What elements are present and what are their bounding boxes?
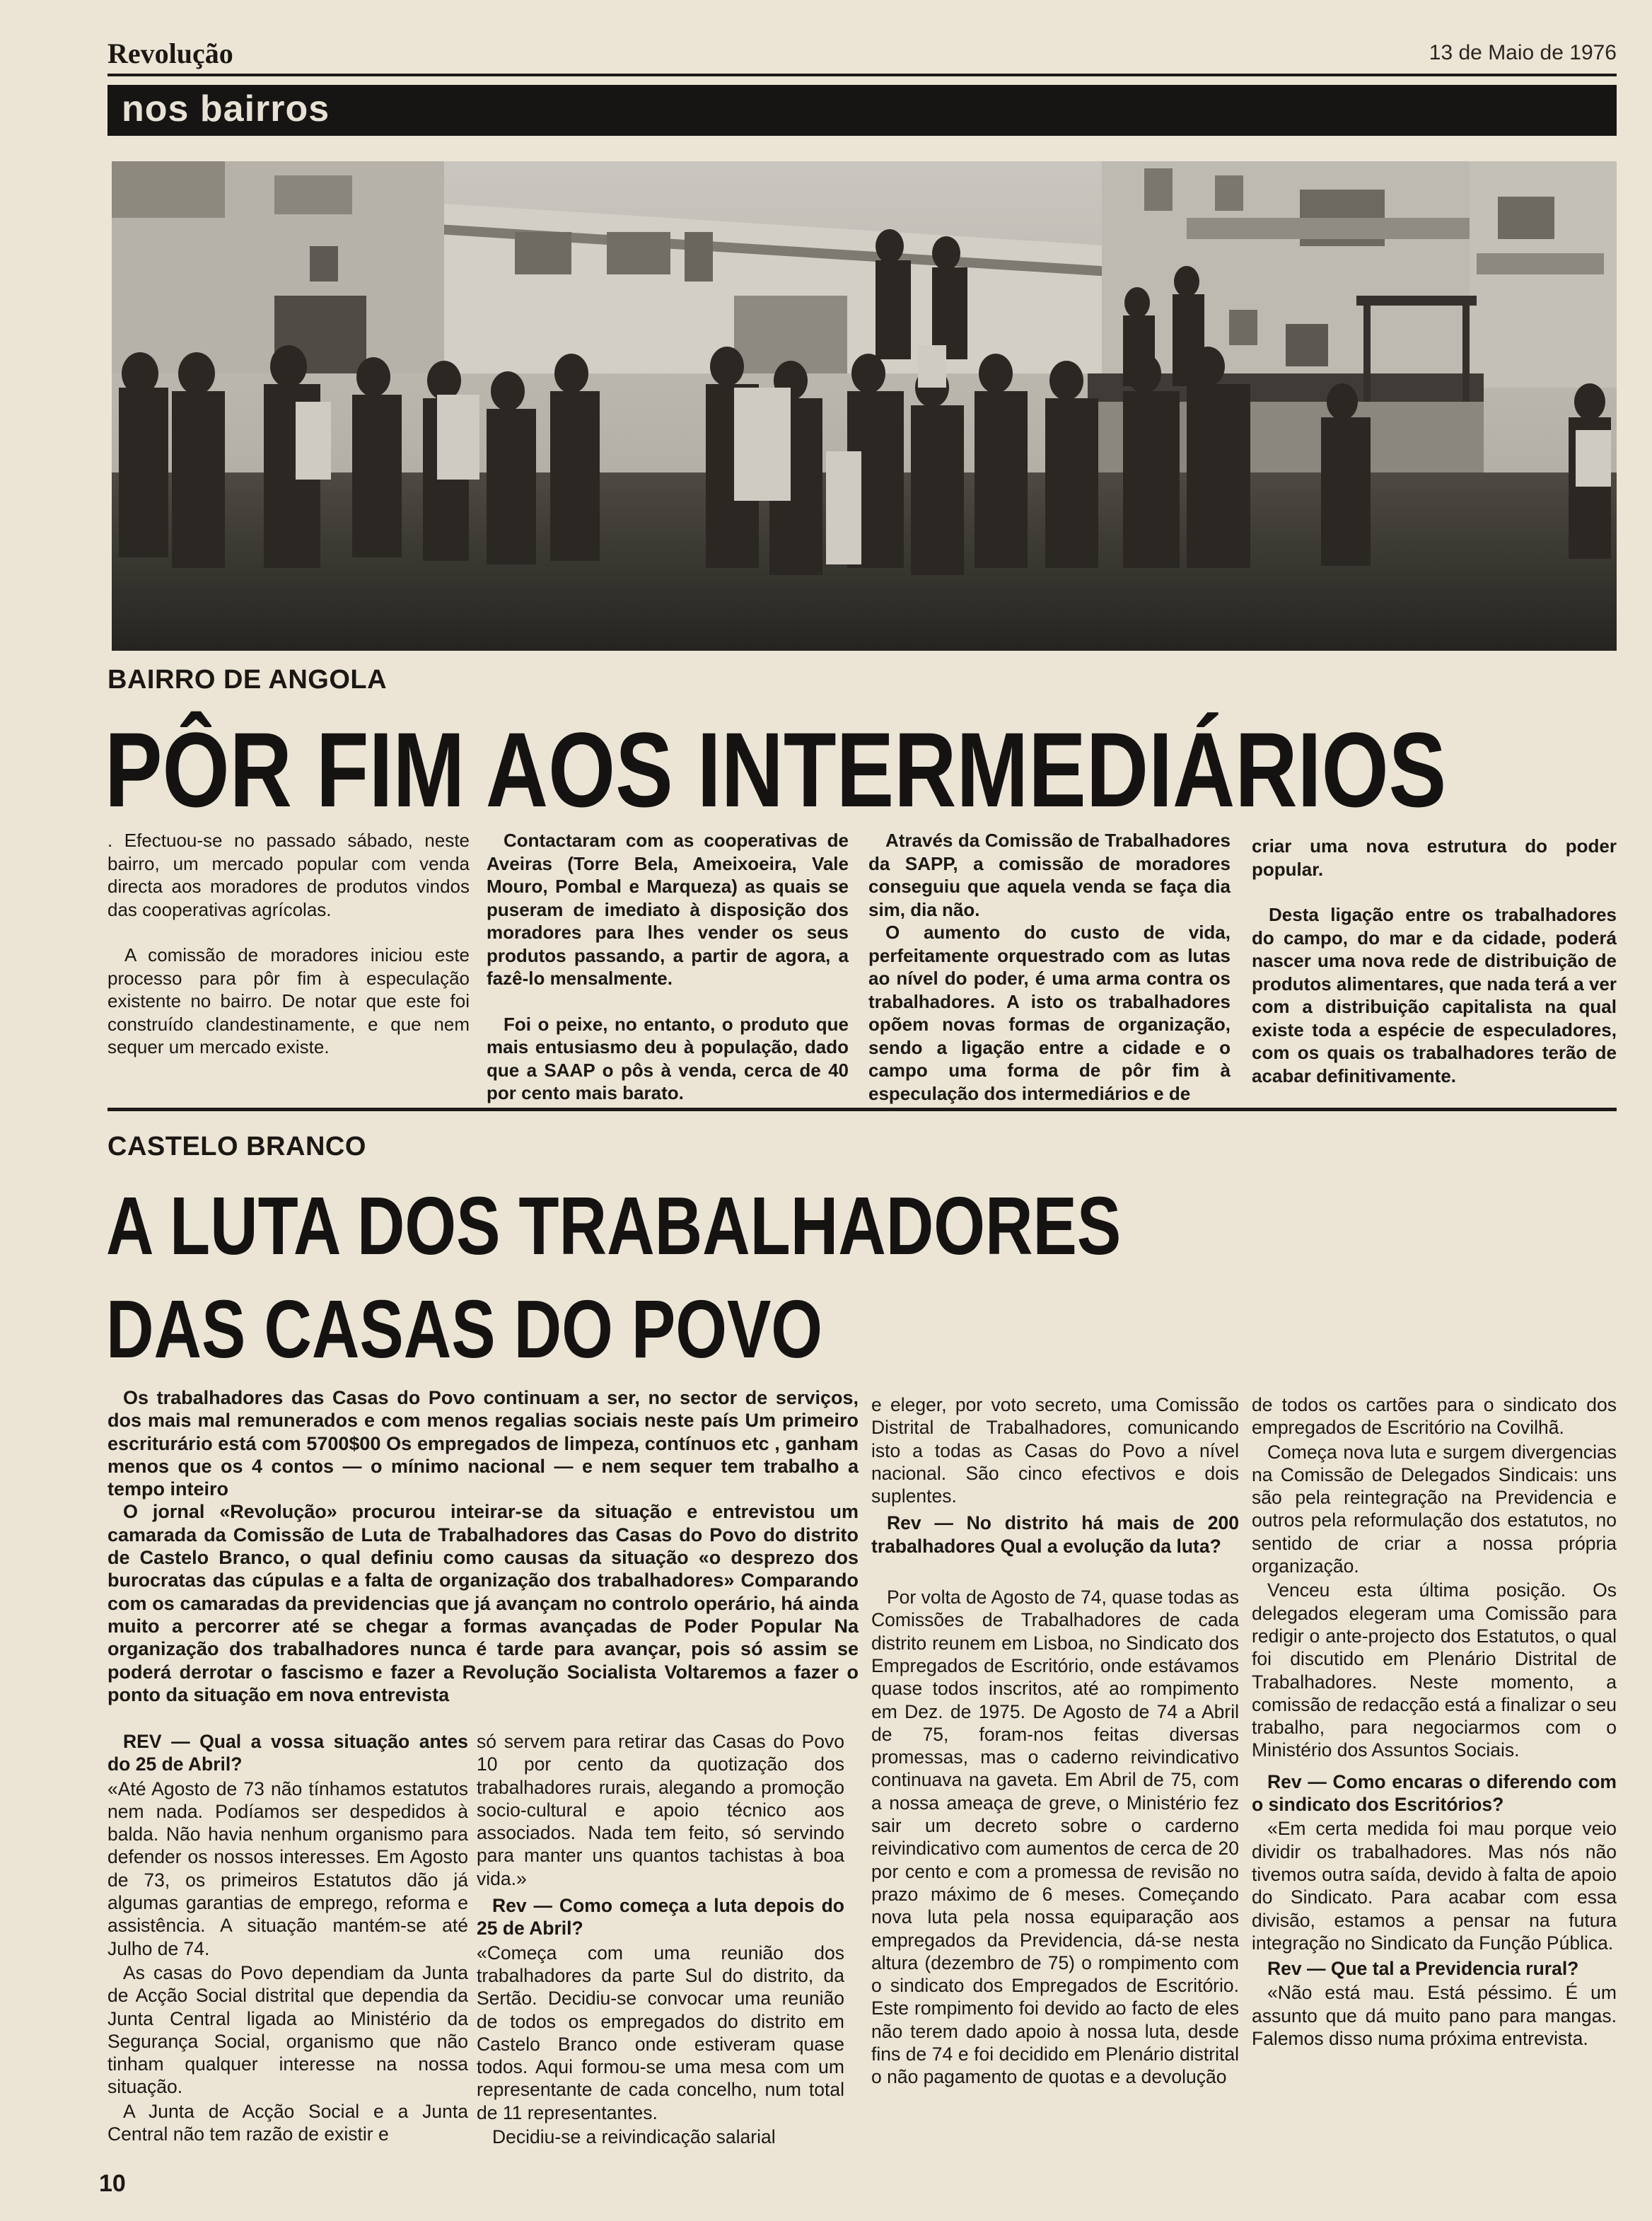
story2-column-2 bbox=[477, 1730, 844, 2150]
story2-colD-p4: «Em certa medida foi mau porque veio dividir os trabalhadores. Mas nós não tivemos outra saída, devido à falta de apoio do Sindicato. Para acabar com essa divisão, estamos a pensar na futura integração no Sindicato da Função Pública. bbox=[1252, 1818, 1617, 1954]
story2-colD-question-2: Rev — Que tal a Previdencia rural? bbox=[1267, 1958, 1579, 1980]
story2-colB-p2: «Começa com uma reunião dos trabalhadores da parte Sul do distrito, da Sertão. Decidiu-se convocar uma reunião de todos os empregados do distrito em Castelo Branco onde estiveram quase todos. Aqui formou-se uma mesa com um representante de cada concelho, num total de 11 representantes. bbox=[477, 1942, 844, 2123]
story2-colC-p1: e eleger, por voto secreto, uma Comissão Distrital de Trabalhadores, comunicando isto a todas as Casas do Povo a nível nacional. São cinco efectivos e dois suplentes. bbox=[871, 1394, 1239, 1507]
story1-col4-p2: Desta ligação entre os trabalhadores do campo, do mar e da cidade, poderá nascer uma nova rede de distribuição de produtos alimentares, que nada terá a ver com a distribuição capitalista na qual existe toda a espécie de especuladores, com os quais os trabalhadores terão de acabar definitivamente. bbox=[1252, 904, 1617, 1086]
story1-col2-p2: Foi o peixe, no entanto, o produto que mais entusiasmo deu à população, dado que a SAAP o pôs à venda, cerca de 40 por cento mais barato. bbox=[487, 1013, 849, 1103]
story2-column-4 bbox=[1252, 1393, 1617, 2051]
story1-col4-p1: criar uma nova estrutura do poder popular. bbox=[1252, 835, 1617, 880]
story1-column-3 bbox=[868, 829, 1231, 1127]
story2-kicker: CASTELO BRANCO bbox=[107, 1132, 366, 1161]
story1-col1-p2: A comissão de moradores iniciou este processo para pôr fim à especulação existente no bairro. De notar que este foi construído clandestinamente, e que nem sequer um mercado existe. bbox=[107, 944, 470, 1057]
issue-date: 13 de Maio de 1976 bbox=[1429, 41, 1617, 64]
story2-colB-p3: Decidiu-se a reivindicação salarial bbox=[492, 2126, 776, 2148]
story2-colD-p5: «Não está mau. Está péssimo. É um assunto que dá muito pano para mangas. Falemos disso numa próxima entrevista. bbox=[1252, 1982, 1617, 2050]
masthead-rule bbox=[107, 74, 1617, 76]
story2-column-1 bbox=[107, 1706, 468, 2147]
story1-col1-p1: . Efectuou-se no passado sábado, neste bairro, um mercado popular com venda directa aos moradores de produtos vindos das cooperativas agrícolas. bbox=[107, 830, 470, 920]
story1-col3-p1: Através da Comissão de Trabalhadores da SAPP, a comissão de moradores conseguiu que aquela venda se faça dia sim, dia não. bbox=[868, 830, 1231, 920]
story1-kicker: BAIRRO DE ANGOLA bbox=[107, 665, 388, 695]
story1-column-4 bbox=[1252, 835, 1617, 1110]
story2-colD-p2: Começa nova luta e surgem divergencias na Comissão de Delegados Sindicais: uns são pela reintegração na Previdencia e outros pela reformulação dos estatutos, no sentido de criar a nossa própria organização. bbox=[1252, 1441, 1617, 1577]
section-label: nos bairros bbox=[122, 88, 330, 129]
story2-colC-p2: Por volta de Agosto de 74, quase todas as Comissões de Trabalhadores de cada distrito reunem em Lisboa, no Sindicato dos Empregados de Escritório, onde estávamos quase todos inscritos, até ao rompimento em Dez. de 1975. De Agosto de 74 a Abril de 75, foram-nos feitas diversas promessas, mas o caderno reivindicativo continuava na gaveta. Em Abril de 75, com a nossa ameaça de greve, o Ministério fez sair um decreto sobre o carderno reivindicativo com aumentos de cerca de 20 por cento e com a promessa de revisão no prazo máximo de 6 meses. Começando nova luta pela nossa equiparação aos empregados da Previdencia, dá-se nesta altura (dezembro de 75) o rompimento com o sindicato dos Empregados de Escritório. Este rompimento foi devido ao facto de eles não terem dado apoio à nossa luta, desde fins de 74 e foi decidido em Plenário distrital o não pagamento de quotas e a devolução bbox=[871, 1587, 1239, 2088]
story1-col3-p2: O aumento do custo de vida, perfeitamente orquestrado com as lutas ao nível do poder, é uma arma contra os trabalhadores. A isto os trabalhadores opõem novas formas de organização, sendo a ligação entre a cidade e o campo uma forma de pôr fim à especulação dos intermediários e de bbox=[868, 922, 1231, 1104]
story1-col2-p1: Contactaram com as cooperativas de Aveiras (Torre Bela, Ameixoeira, Vale Mouro, Pombal e Marqueza) as quais se puseram de imediato à disposição dos moradores para lhes vender os seus produtos passando, a partir de agora, a fazê-lo mensalmente. bbox=[487, 830, 849, 989]
market-photo-image bbox=[112, 161, 1617, 651]
story2-colB-question: Rev — Como começa a luta depois do 25 de Abril? bbox=[477, 1895, 844, 1939]
story2-colD-p1: de todos os cartões para o sindicato dos empregados de Escritório na Covilhã. bbox=[1252, 1394, 1617, 1439]
story2-colD-question-1: Rev — Como encaras o diferendo com o sindicato dos Escritórios? bbox=[1252, 1770, 1617, 1816]
market-photo bbox=[112, 161, 1617, 651]
page-number: 10 bbox=[99, 2170, 126, 2197]
story2-intro bbox=[107, 1386, 859, 1706]
story2-colB-p1: só servem para retirar das Casas do Povo 10 por cento da quotização dos trabalhadores rurais, alegando a promoção socio-cultural e apoio técnico aos associados. Nada tem feito, só servindo para manter uns quantos tachistas à boa vida.» bbox=[477, 1731, 844, 1889]
story1-column-1 bbox=[107, 829, 470, 1081]
story2-colA-p1: «Até Agosto de 73 não tínhamos estatutos nem nada. Podíamos ser despedidos à balda. Não havia nenhum organismo para defender os nossos interesses. Em Agosto de 73, os primeiros Estatutos dão já algumas garantias de emprego, reforma e assistência. A situação mantém-se até Julho de 74. bbox=[107, 1778, 468, 1959]
story2-intro-p1: Os trabalhadores das Casas do Povo continuam a ser, no sector de serviços, dos mais mal remunerados e com menos regalias sociais neste país Um primeiro escriturário está com 5700$00 Os empregados de limpeza, contínuos etc , ganham menos que os 4 contos — o mínimo nacional — e nem sequer tem trabalho a tempo inteiro bbox=[107, 1387, 859, 1500]
story2-column-3 bbox=[871, 1393, 1239, 2090]
story2-colA-question: REV — Qual a vossa situação antes do 25 de Abril? bbox=[107, 1731, 468, 1775]
masthead bbox=[107, 37, 1617, 72]
story1-headline: PÔR FIM AOS INTERMEDIÁRIOS bbox=[105, 710, 1447, 829]
newspaper-name: Revolução bbox=[107, 37, 233, 69]
story2-colA-p2: As casas do Povo dependiam da Junta de Acção Social distrital que dependia da Junta Central ligada ao Ministério da Segurança Social, organismo que não tinham qualquer interesse na nossa situação. bbox=[107, 1961, 468, 2098]
story2-headline-line-2: DAS CASAS DO POVO bbox=[106, 1283, 823, 1375]
story2-colD-p3: Venceu esta última posição. Os delegados elegeram uma Comissão para redigir o ante-projecto dos Estatutos, o qual foi discutido em Plenário Distrital de Trabalhadores. Neste momento, a comissão de redacção está a finalizar o seu trabalho, para negociarmos com o Ministério dos Assuntos Sociais. bbox=[1252, 1579, 1617, 1761]
story2-colC-question: Rev — No distrito há mais de 200 trabalhadores Qual a evolução da luta? bbox=[871, 1512, 1239, 1557]
story2-headline-line-1: A LUTA DOS TRABALHADORES bbox=[106, 1180, 1122, 1272]
story1-column-2 bbox=[487, 829, 849, 1127]
section-banner bbox=[107, 85, 1617, 136]
story2-intro-p2: O jornal «Revolução» procurou inteirar-se da situação e entrevistou um camarada da Comissão de Luta de Trabalhadores das Casas do Povo do distrito de Castelo Branco, o qual definiu como causas da situação «o desprezo dos burocratas das cúpulas e a falta de organização dos trabalhadores» Comparando com os camaradas da previdencias que já avançam no controlo operário, há ainda muito a percorrer até se chegar a formas avançadas de Poder Popular Na organização dos trabalhadores nunca é tarde para avançar, pois só assim se poderá derrotar o fascismo e fazer a Revolução Socialista Voltaremos a fazer o ponto da situação em nova entrevista bbox=[107, 1501, 859, 1705]
story2-colA-p3: A Junta de Acção Social e a Junta Central não tem razão de existir e bbox=[107, 2100, 468, 2145]
story-divider bbox=[107, 1108, 1617, 1111]
